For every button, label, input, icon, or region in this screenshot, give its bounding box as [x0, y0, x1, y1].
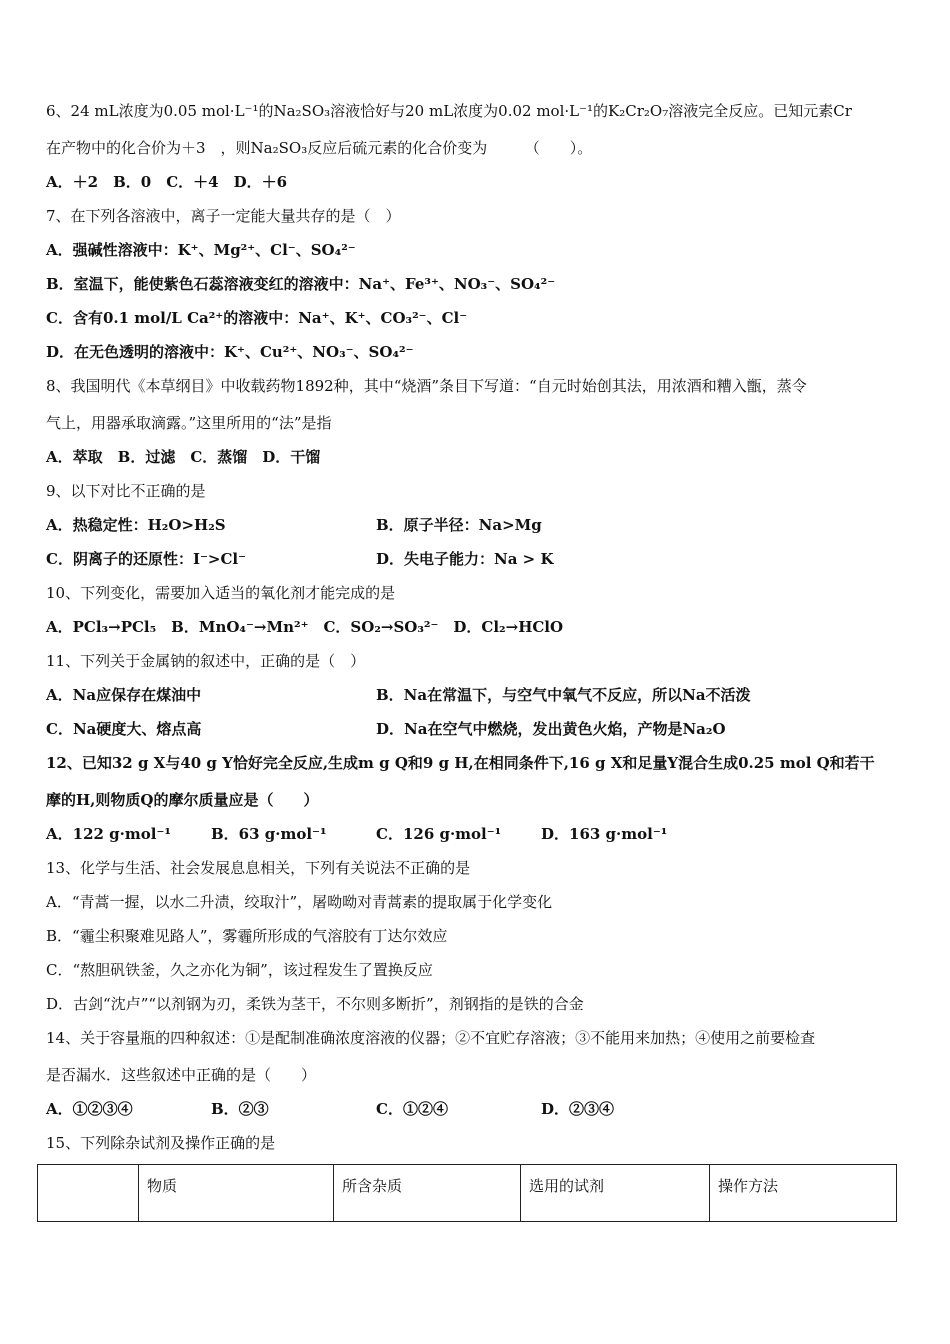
q8-line1: 8、我国明代《本草纲目》中收载药物1892种，其中“烧酒”条目下写道：“自元时始创其法，用浓酒和糟入甑，蒸令: [46, 377, 807, 395]
q11-row1: [46, 684, 906, 706]
q11-option-d: D．Na在空气中燃烧，发出黄色火焰，产物是Na₂O: [376, 720, 726, 738]
q8-options: A．萃取 B．过滤 C．蒸馏 D．干馏: [46, 448, 321, 466]
q7-option-c: C．含有0.1 mol/L Ca²⁺的溶液中：Na⁺、K⁺、CO₃²⁻、Cl⁻: [46, 309, 468, 327]
q14-option-b: B．②③: [211, 1100, 269, 1118]
q14-option-c: C．①②④: [376, 1100, 448, 1118]
q13-option-c: C．“熬胆矾铁釜，久之亦化为铜”，该过程发生了置换反应: [46, 961, 433, 979]
q7-option-d: D．在无色透明的溶液中：K⁺、Cu²⁺、NO₃⁻、SO₄²⁻: [46, 343, 414, 361]
exam-page: [46, 96, 906, 1154]
table-header-row: [38, 1165, 897, 1222]
q7-option-a: A．强碱性溶液中：K⁺、Mg²⁺、Cl⁻、SO₄²⁻: [46, 241, 356, 259]
q12-option-c: C．126 g·mol⁻¹: [376, 825, 502, 843]
q9-option-d: D．失电子能力：Na > K: [376, 550, 554, 568]
q12-option-a: A．122 g·mol⁻¹: [46, 825, 171, 843]
q9-row2: [46, 548, 906, 570]
q14-option-a: A．①②③④: [46, 1100, 133, 1118]
q13-stem: 13、化学与生活、社会发展息息相关，下列有关说法不正确的是: [46, 859, 471, 877]
q11-option-a: A．Na应保存在煤油中: [46, 686, 202, 704]
q14-option-d: D．②③④: [541, 1100, 615, 1118]
q9-option-c: C．阴离子的还原性：I⁻>Cl⁻: [46, 550, 246, 568]
q9-stem: 9、以下对比不正确的是: [46, 482, 206, 500]
q8-line2: 气上，用器承取滴露。”这里所用的“法”是指: [46, 414, 332, 432]
q15-table: [37, 1164, 897, 1222]
q14-line1: 14、关于容量瓶的四种叙述：①是配制准确浓度溶液的仪器；②不宜贮存溶液；③不能用来加热；④使用之前要检查: [46, 1029, 816, 1047]
q9-row1: [46, 514, 906, 536]
q14-line2: 是否漏水．这些叙述中正确的是（ ）: [46, 1066, 317, 1084]
q15-stem: 15、下列除杂试剂及操作正确的是: [46, 1134, 276, 1152]
q10-options: A．PCl₃→PCl₅ B．MnO₄⁻→Mn²⁺ C．SO₂→SO₃²⁻ D．Cl₂→HClO: [46, 618, 564, 636]
q13-option-a: A．“青蒿一握，以水二升渍，绞取汁”，屠呦呦对青蒿素的提取属于化学变化: [46, 893, 553, 911]
q11-row2: [46, 718, 906, 740]
q12-options: [46, 823, 906, 845]
table-header-cell: 操作方法: [710, 1165, 897, 1222]
q6-line1: 6、24 mL浓度为0.05 mol·L⁻¹的Na₂SO₃溶液恰好与20 mL浓度为0.02 mol·L⁻¹的K₂Cr₂O₇溶液完全反应。已知元素Cr: [46, 102, 852, 120]
q13-option-b: B．“霾尘积聚难见路人”，雾霾所形成的气溶胶有丁达尔效应: [46, 927, 448, 945]
q12-option-d: D．163 g·mol⁻¹: [541, 825, 668, 843]
q7-option-b: B．室温下，能使紫色石蕊溶液变红的溶液中：Na⁺、Fe³⁺、NO₃⁻、SO₄²⁻: [46, 275, 556, 293]
q9-option-b: B．原子半径：Na>Mg: [376, 516, 542, 534]
q11-stem: 11、下列关于金属钠的叙述中，正确的是（ ）: [46, 652, 366, 670]
q7-stem: 7、在下列各溶液中，离子一定能大量共存的是（ ）: [46, 207, 401, 225]
q13-option-d: D．古剑“沈卢”“以剂钢为刃，柔铁为茎干，不尔则多断折”，剂钢指的是铁的合金: [46, 995, 584, 1013]
q11-option-c: C．Na硬度大、熔点高: [46, 720, 202, 738]
q10-stem: 10、下列变化，需要加入适当的氧化剂才能完成的是: [46, 584, 396, 602]
q12-line2: 摩的H,则物质Q的摩尔质量应是（ ）: [46, 791, 319, 809]
q14-options: [46, 1098, 906, 1120]
table-header-cell: 选用的试剂: [521, 1165, 710, 1222]
table-header-cell: [38, 1165, 139, 1222]
table-header-cell: 物质: [139, 1165, 334, 1222]
q11-option-b: B．Na在常温下，与空气中氧气不反应，所以Na不活泼: [376, 686, 751, 704]
q6-line2: 在产物中的化合价为＋3 ，则Na₂SO₃反应后硫元素的化合价变为 （ ）。: [46, 139, 593, 157]
q12-option-b: B．63 g·mol⁻¹: [211, 825, 327, 843]
table-header-cell: 所含杂质: [334, 1165, 521, 1222]
q9-option-a: A．热稳定性：H₂O>H₂S: [46, 516, 226, 534]
q12-line1: 12、已知32 g X与40 g Y恰好完全反应,生成m g Q和9 g H,在相同条件下,16 g X和足量Y混合生成0.25 mol Q和若干: [46, 754, 875, 772]
q6-options: A．＋2 B．0 C．＋4 D．＋6: [46, 173, 288, 191]
